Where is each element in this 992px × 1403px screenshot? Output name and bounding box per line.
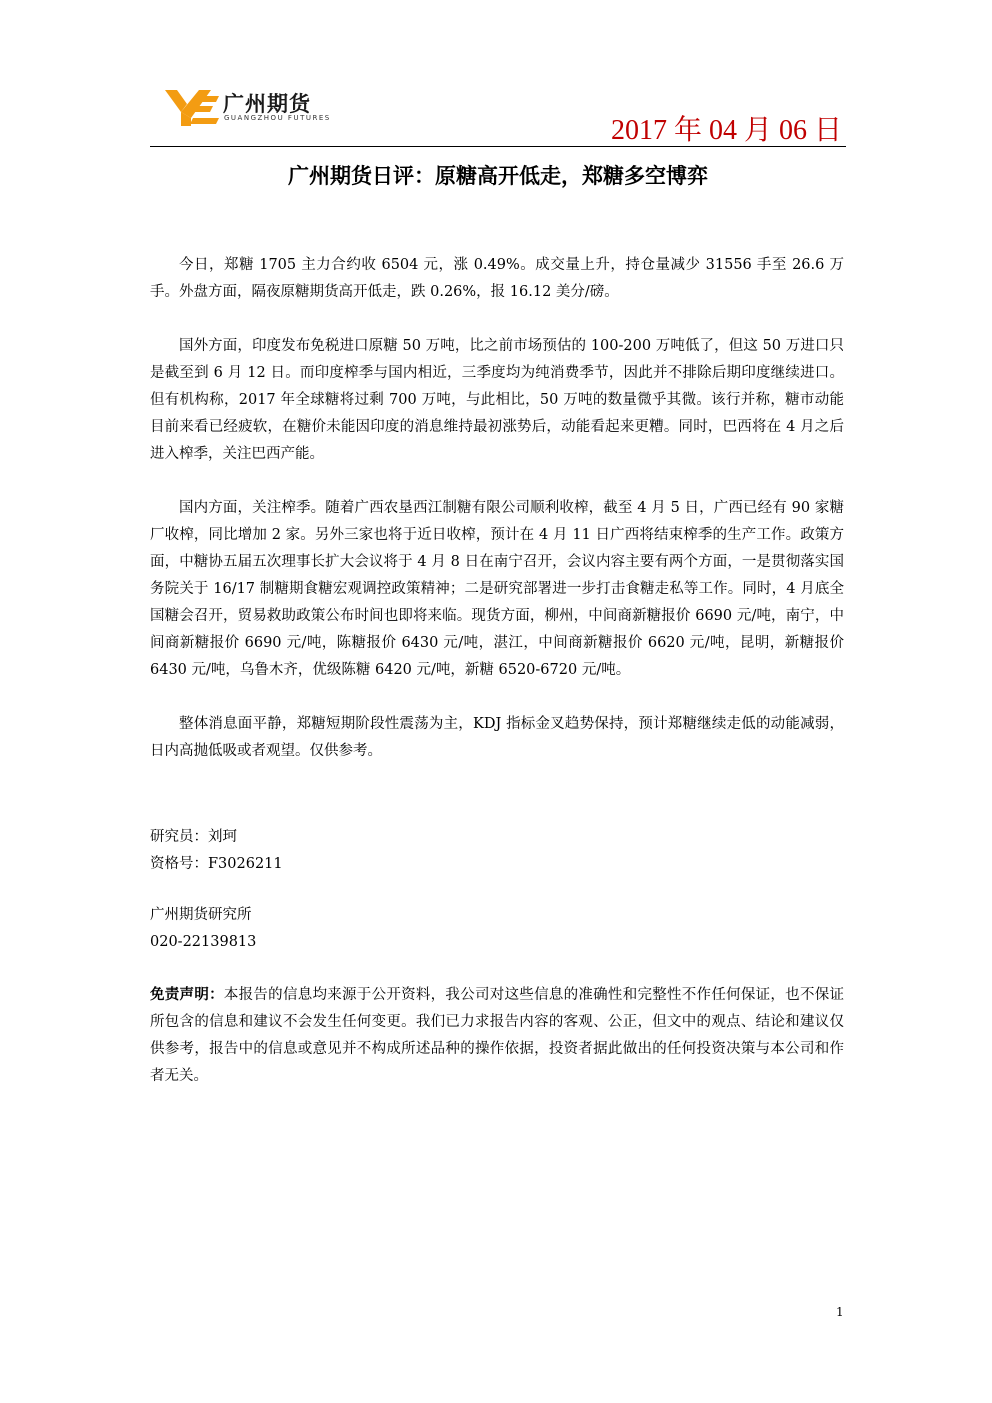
guangzhou-futures-logo-icon	[165, 88, 221, 126]
page-number: 1	[836, 1305, 844, 1319]
paragraph-overseas: 国外方面，印度发布免税进口原糖 50 万吨，比之前市场预估的 100-200 万吨低了，但这 50 万进口只是截至到 6 月 12 日。而印度榨季与国内相近，三季度均为纯消费季节，因此并不排除后期印度继续进口。但有机构称，2017 年全球糖将过剩 700 万吨，与此相比，50 万吨的数量微乎其微。该行并称，糖市动能目前来看已经疲软，在糖价未能因印度的消息维持最初涨势后，动能看起来更糟。同时，巴西将在 4 月之后进入榨季，关注巴西产能。	[150, 338, 844, 462]
license-number: 资格号：F3026211	[150, 856, 283, 872]
disclaimer-label: 免责声明：	[150, 987, 224, 1003]
disclaimer	[150, 982, 844, 1090]
report-date: 2017 年 04 月 06 日	[610, 115, 842, 146]
company-logo	[165, 86, 365, 130]
disclaimer-text: 本报告的信息均来源于公开资料，我公司对这些信息的准确性和完整性不作任何保证，也不保证所包含的信息和建议不会发生任何变更。我们已力求报告内容的客观、公正，但文中的观点、结论和建议仅供参考，报告中的信息或意见并不构成所述品种的操作依据，投资者据此做出的任何投资决策与本公司和作者无关。	[150, 987, 844, 1084]
institute-name: 广州期货研究所	[150, 907, 252, 923]
logo-chinese-name: 广州期货	[223, 92, 311, 116]
researcher-name: 研究员：刘珂	[150, 829, 237, 845]
institute-phone: 020-22139813	[150, 934, 257, 950]
report-title: 广州期货日评：原糖高开低走，郑糖多空博弈	[288, 164, 708, 188]
paragraph-domestic: 国内方面，关注榨季。随着广西农垦西江制糖有限公司顺利收榨，截至 4 月 5 日，广西已经有 90 家糖厂收榨，同比增加 2 家。另外三家也将于近日收榨，预计在 4 月 11 日广西将结束榨季的生产工作。政策方面，中糖协五届五次理事长扩大会议将于 4 月 8 日在南宁召开，会议内容主要有两个方面，一是贯彻落实国务院关于 16/17 制糖期食糖宏观调控政策精神；二是研究部署进一步打击食糖走私等工作。同时，4 月底全国糖会召开，贸易救助政策公布时间也即将来临。现货方面，柳州，中间商新糖报价 6690 元/吨，南宁，中间商新糖报价 6690 元/吨，陈糖报价 6430 元/吨，湛江，中间商新糖报价 6620 元/吨，昆明，新糖报价 6430 元/吨，乌鲁木齐，优级陈糖 6420 元/吨，新糖 6520-6720 元/吨。	[150, 500, 844, 678]
researcher-info	[150, 824, 844, 878]
paragraph-outlook: 整体消息面平静，郑糖短期阶段性震荡为主，KDJ 指标金叉趋势保持，预计郑糖继续走低的动能减弱，日内高抛低吸或者观望。仅供参考。	[150, 716, 844, 759]
institute-info	[150, 902, 844, 956]
header-divider	[150, 146, 846, 147]
paragraph-market-summary: 今日，郑糖 1705 主力合约收 6504 元，涨 0.49%。成交量上升，持仓量减少 31556 手至 26.6 万手。外盘方面，隔夜原糖期货高开低走，跌 0.26%，报 16.12 美分/磅。	[150, 257, 844, 300]
logo-english-name: GUANGZHOU FUTURES	[224, 114, 331, 122]
report-body	[150, 252, 844, 765]
